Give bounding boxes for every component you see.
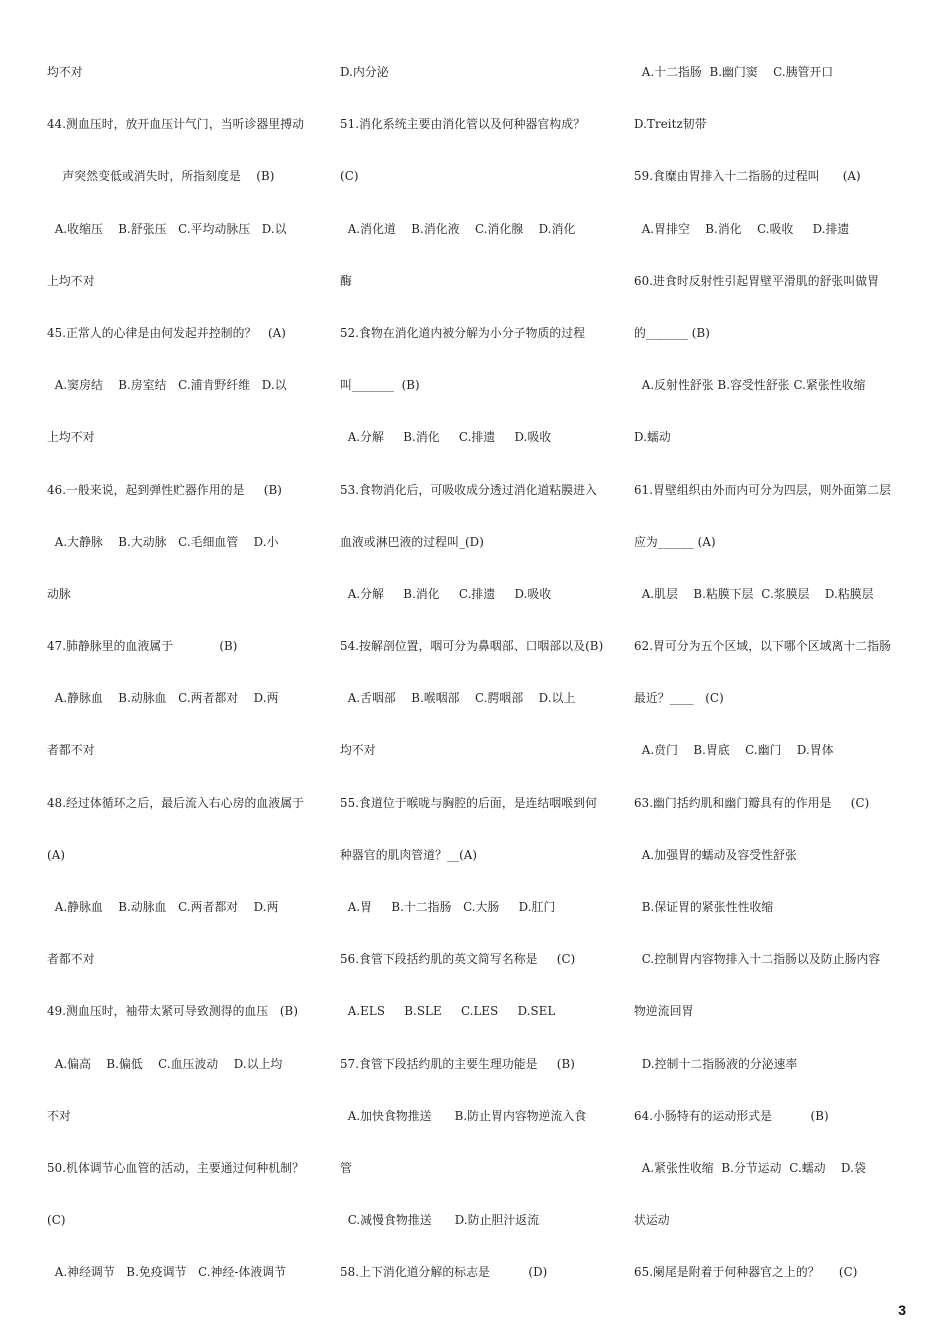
text-line: 种器官的肌肉管道？__(A) [340,847,478,862]
text-line: 叫_______ (B) [340,378,420,393]
text-line: 65.阑尾是附着于何种器官之上的？ (C) [634,1265,858,1280]
text-line: A.消化道 B.消化液 C.消化腺 D.消化 [340,221,576,236]
text-line: (A) [47,847,66,862]
text-line: D.蠕动 [634,430,671,445]
text-line: 64.小肠特有的运动形式是 (B) [634,1108,829,1123]
text-line: 上均不对 [47,273,95,288]
text-line: D.Treitz韧带 [634,117,707,132]
text-line: 血液或淋巴液的过程叫_(D) [340,534,484,549]
text-line: 均不对 [340,743,376,758]
text-line: A.紧张性收缩 B.分节运动 C.蠕动 D.袋 [634,1160,866,1175]
text-line: A.窦房结 B.房室结 C.浦肯野纤维 D.以 [47,378,287,393]
text-line: 动脉 [47,586,71,601]
text-line: 46.一般来说，起到弹性贮器作用的是 (B) [47,482,282,497]
text-line: 55.食道位于喉咙与胸腔的后面，是连结咽喉到何 [340,795,597,810]
text-line: 47.肺静脉里的血液属于 (B) [47,639,238,654]
text-line: 者都不对 [47,743,95,758]
text-line: 52.食物在消化道内被分解为小分子物质的过程 [340,325,586,340]
text-line: 53.食物消化后，可吸收成分透过消化道粘膜进入 [340,482,597,497]
text-line: A.反射性舒张 B.容受性舒张 C.紧张性收缩 [634,378,866,393]
text-line: B.保证胃的紧张性性收缩 [634,900,774,914]
text-line: A.静脉血 B.动脉血 C.两者都对 D.两 [47,900,279,914]
text-line: 应为______ (A) [634,534,716,549]
text-line: A.舌咽部 B.喉咽部 C.腭咽部 D.以上 [340,691,576,706]
text-line: A.神经调节 B.免疫调节 C.神经-体液调节 [47,1265,287,1280]
text-line: A.加强胃的蠕动及容受性舒张 [634,847,797,862]
text-line: A.收缩压 B.舒张压 C.平均动脉压 D.以 [47,221,287,236]
text-line: 均不对 [47,65,83,79]
text-line: A.贲门 B.胃底 C.幽门 D.胃体 [634,743,834,758]
text-line: A.静脉血 B.动脉血 C.两者都对 D.两 [47,691,279,706]
text-line: C.控制胃内容物排入十二指肠以及防止肠内容 [634,952,881,967]
text-line: 56.食管下段括约肌的英文简写名称是 (C) [340,952,576,967]
text-line: 59.食糜由胃排入十二指肠的过程叫 (A) [634,169,861,184]
text-line: D.控制十二指肠液的分泌速率 [634,1056,798,1071]
text-line: 49.测血压时，袖带太紧可导致测得的血压 (B) [47,1004,299,1019]
text-line: 61.胃壁组织由外而内可分为四层，则外面第二层 [634,482,891,497]
text-line: A.肌层 B.粘膜下层 C.浆膜层 D.粘膜层 [634,586,874,601]
page-number: 3 [898,1302,906,1318]
text-line: 状运动 [634,1213,670,1228]
text-line: 57.食管下段括约肌的主要生理功能是 (B) [340,1056,575,1071]
text-line: 物逆流回胃 [634,1004,694,1019]
text-line: 44.测血压时，放开血压计气门，当听诊器里搏动 [47,117,304,132]
text-line: A.胃排空 B.消化 C.吸收 D.排遗 [634,221,850,236]
text-line: (C) [340,169,359,184]
text-column-right [634,46,914,1299]
text-line: 者都不对 [47,952,95,967]
text-line: 58.上下消化道分解的标志是 (D) [340,1265,548,1280]
text-line: 48.经过体循环之后，最后流入右心房的血液属于 [47,795,304,810]
text-line: 54.按解剖位置，咽可分为鼻咽部、口咽部以及(B) [340,639,604,654]
text-column-middle [340,46,625,1299]
text-line: A.大静脉 B.大动脉 C.毛细血管 D.小 [47,534,279,549]
text-line: C.减慢食物推送 D.防止胆汁返流 [340,1213,540,1228]
text-line: 62.胃可分为五个区域，以下哪个区域离十二指肠 [634,639,891,654]
text-line: 声突然变低或消失时，所指刻度是 (B) [47,169,275,184]
text-line: (C) [47,1213,66,1228]
text-line: D.内分泌 [340,65,389,79]
text-line: 不对 [47,1108,71,1123]
text-line: A.加快食物推送 B.防止胃内容物逆流入食 [340,1108,587,1123]
text-line: A.分解 B.消化 C.排遗 D.吸收 [340,586,552,601]
text-line: 管 [340,1160,352,1175]
text-column-left [47,46,332,1299]
text-line: 上均不对 [47,430,95,445]
text-line: A.分解 B.消化 C.排遗 D.吸收 [340,430,552,445]
text-line: A.胃 B.十二指肠 C.大肠 D.肛门 [340,900,556,914]
text-line: 51.消化系统主要由消化管以及何种器官构成？ [340,117,586,132]
text-line: A.偏高 B.偏低 C.血压波动 D.以上均 [47,1056,283,1071]
text-line: 酶 [340,273,352,288]
text-line: 的_______ (B) [634,325,710,340]
text-line: 60.进食时反射性引起胃壁平滑肌的舒张叫做胃 [634,273,880,288]
text-line: 最近？____ (C) [634,691,724,706]
text-line: A.ELS B.SLE C.LES D.SEL [340,1004,556,1019]
text-line: A.十二指肠 B.幽门窦 C.胰管开口 [634,65,834,79]
text-line: 50.机体调节心血管的活动，主要通过何种机制？ [47,1160,304,1175]
text-line: 63.幽门括约肌和幽门瓣具有的作用是 (C) [634,795,870,810]
text-line: 45.正常人的心律是由何发起并控制的？ (A) [47,325,286,340]
